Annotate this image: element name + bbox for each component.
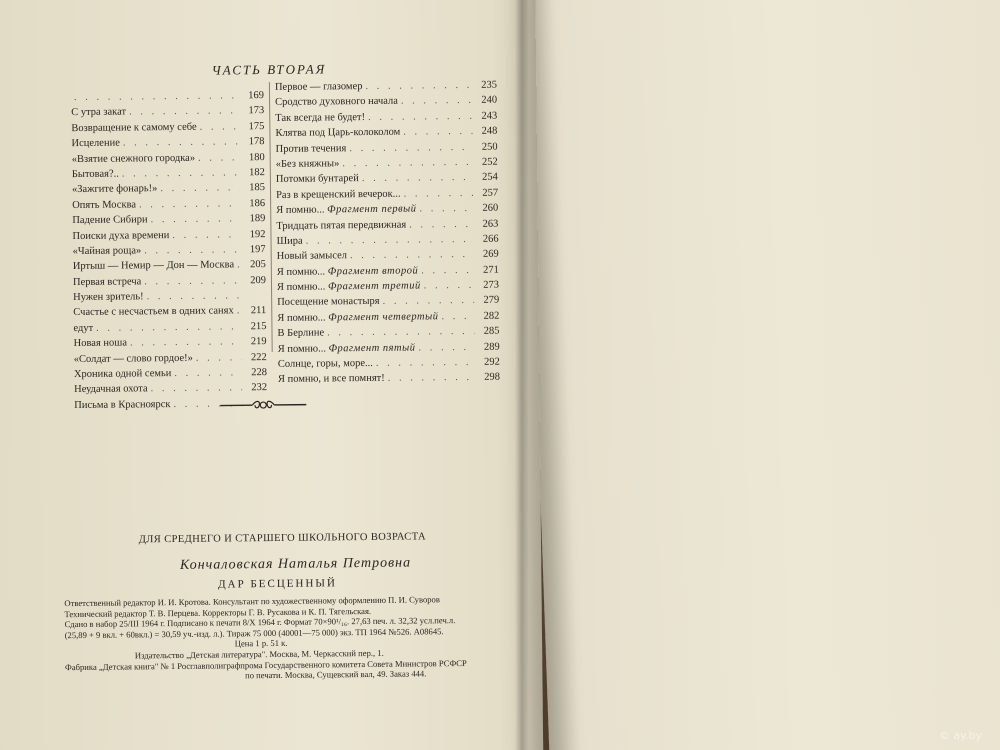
toc-entry-title: Раз в крещенский вечерок... xyxy=(276,188,401,201)
section-title: ЧАСТЬ ВТОРАЯ xyxy=(211,61,327,78)
toc-entry-title: Иртыш — Немир — Дон — Москва xyxy=(72,259,235,273)
toc-leader-dots xyxy=(418,339,474,355)
toc-entry-title: Неудачная охота xyxy=(74,383,148,396)
toc-entry-title: Возвращение к самому себе xyxy=(71,121,197,134)
toc-entry-title: Клятва под Царь-колоколом xyxy=(275,126,401,140)
toc-leader-dots xyxy=(172,227,240,243)
toc-entry-title: Потомки бунтарей xyxy=(275,173,359,186)
imprint-line: Издательство „Детская литература". Москва, М. Черкасский пер., 1. xyxy=(134,647,384,661)
toc-entry-title: Хроника одной семьи xyxy=(73,368,172,381)
toc-entry-fragment: Фрагмент четвертый xyxy=(328,311,439,324)
toc-leader-dots xyxy=(388,370,475,386)
toc-entry-title: Счастье с несчастьем в одних санях xyxy=(73,305,234,319)
toc-entry-title: С утра закат xyxy=(71,106,127,119)
toc-page-number: 260 xyxy=(482,202,499,214)
toc-page-number: 240 xyxy=(481,94,498,107)
toc-entry-title: Шира xyxy=(276,235,303,247)
toc-entry-title: Так всегда не будет! xyxy=(275,111,366,124)
toc-leader-dots xyxy=(404,186,474,202)
toc-page-number: 248 xyxy=(481,125,498,137)
toc-leader-dots xyxy=(237,258,241,273)
toc-entry-title: Солнце, горы, море... xyxy=(277,357,373,370)
toc-leader-dots xyxy=(174,365,242,381)
toc-leader-dots xyxy=(306,232,474,249)
toc-page-number: 257 xyxy=(482,187,499,199)
toc-leader-dots xyxy=(139,196,240,212)
imprint-details xyxy=(64,594,505,683)
toc-leader-dots xyxy=(74,88,239,105)
toc-entry-title: «Взятие снежного городка» xyxy=(71,152,196,165)
toc-entry-title: Я помню... Фрагмент пятый xyxy=(277,342,416,355)
toc-page-number: 243 xyxy=(481,110,498,122)
toc-page-number: 189 xyxy=(249,213,266,225)
toc-leader-dots xyxy=(362,170,473,187)
toc-entry-title: Опять Москва xyxy=(72,199,137,211)
toc-leader-dots xyxy=(198,150,240,166)
toc-entry xyxy=(278,370,500,388)
imprint-line: Цена 1 р. 51 к. xyxy=(234,638,288,649)
toc-leader-dots xyxy=(382,293,474,309)
toc-entry-title: Я помню, и все помнят! xyxy=(277,373,385,386)
toc-entry-title: Падение Сибири xyxy=(72,214,148,227)
imprint-line: по печати. Москва, Сущевский вал, 49. Заказ 444. xyxy=(245,668,427,681)
toc-leader-dots xyxy=(409,216,473,232)
toc-page-number: 175 xyxy=(248,120,265,132)
toc-leader-dots xyxy=(144,273,241,289)
audience-line: ДЛЯ СРЕДНЕГО И СТАРШЕГО ШКОЛЬНОГО ВОЗРАСТА xyxy=(138,531,427,546)
toc-page-number: 215 xyxy=(250,320,267,333)
toc-page-number: 205 xyxy=(249,259,266,271)
toc-leader-dots xyxy=(147,288,242,304)
toc-entry-title: Я помню... Фрагмент четвертый xyxy=(277,311,439,324)
toc-leader-dots xyxy=(130,335,242,352)
toc-leader-dots xyxy=(96,319,241,336)
toc-entry-title: «Солдат — слово гордое!» xyxy=(73,352,193,365)
toc-page-number: 178 xyxy=(248,136,265,148)
watermark: © ay.by xyxy=(938,729,982,742)
toc-page-number: 209 xyxy=(250,274,267,286)
toc-entry-title: Поиски духа времени xyxy=(72,229,170,242)
imprint-line: Технический редактор Т. В. Перцева. Корректоры Г. В. Русакова и К. П. Тягельская. xyxy=(64,605,372,619)
toc-entry-title: В Берлине xyxy=(277,327,325,340)
imprint-line: Фабрика „Детская книга" № 1 Росглавполиграфпрома Государственного комитета Совета Министров РСФСР xyxy=(64,657,467,672)
imprint-line: (25,89 + 9 вкл. + 60вкл.) = 30,59 уч.-изд. л.). Тираж 75 000 (40001—75 000) экз. ТП 1964 №526. А08645. xyxy=(64,625,444,640)
toc-leader-dots xyxy=(403,124,472,140)
toc-entry-title: Новая ноша xyxy=(73,337,128,350)
toc-entry-title: Я помню... Фрагмент второй xyxy=(276,265,419,278)
toc-leader-dots xyxy=(376,355,475,371)
toc-page-number: 173 xyxy=(248,105,265,117)
toc-leader-dots xyxy=(441,309,474,325)
toc-page-number: 282 xyxy=(483,310,500,322)
toc-leader-dots xyxy=(365,78,472,95)
toc-entry-title: «Без княжны» xyxy=(275,158,340,170)
toc-leader-dots xyxy=(200,119,240,135)
toc-entry-title: Нужен зритель! xyxy=(73,291,144,304)
toc-page-number: 279 xyxy=(483,295,500,307)
toc-leader-dots xyxy=(123,134,240,151)
toc-entry-title: Сродство духовного начала xyxy=(275,96,398,109)
toc-entry-title: Исцеление xyxy=(71,137,120,150)
toc-leader-dots xyxy=(150,211,240,227)
toc-leader-dots xyxy=(424,278,474,294)
toc-leader-dots xyxy=(160,181,240,197)
toc-leader-dots xyxy=(419,201,473,217)
toc-entry-title: Тридцать пятая передвижная xyxy=(276,219,407,232)
toc-page-number: 298 xyxy=(484,372,501,384)
toc-entry-title: едут xyxy=(73,322,94,334)
toc-page-number: 235 xyxy=(481,79,497,91)
toc-right-column xyxy=(275,78,500,388)
toc-leader-dots xyxy=(350,247,474,264)
toc-page-number: 252 xyxy=(481,156,498,168)
toc-page-number: 197 xyxy=(249,243,266,256)
toc-left-column xyxy=(71,88,267,413)
toc-entry-title: Письма в Красноярск xyxy=(74,398,171,411)
toc-page-number: 211 xyxy=(250,305,267,317)
toc-leader-dots xyxy=(237,304,242,319)
toc-entry-title: Я помню... Фрагмент первый xyxy=(276,203,417,217)
toc-page-number: 292 xyxy=(484,356,500,368)
toc-leader-dots xyxy=(349,139,472,156)
column-divider xyxy=(269,82,273,352)
book-title: ДАР БЕСЦЕННЫЙ xyxy=(218,577,337,591)
toc-leader-dots xyxy=(368,109,472,125)
toc-entry-title: Бытовая?.. xyxy=(71,168,119,181)
toc-page-number: 269 xyxy=(482,248,499,261)
toc-leader-dots xyxy=(151,381,243,397)
toc-page-number: 180 xyxy=(248,151,265,163)
imprint-line: Ответственный редактор И. И. Кротова. Консультант по художественному оформлению П. И. Суворов xyxy=(64,594,440,609)
toc-page-number: 263 xyxy=(482,218,499,230)
toc-entry-title: Против течения xyxy=(275,142,347,155)
toc-entry-title: Первая встреча xyxy=(72,276,142,288)
toc-page-number: 186 xyxy=(249,197,266,209)
toc-entry-title: Посещение монастыря xyxy=(277,296,380,309)
toc-page-number: 185 xyxy=(249,182,266,194)
toc-page-number: 182 xyxy=(249,166,265,179)
toc-page-number: 250 xyxy=(481,141,498,153)
toc-leader-dots xyxy=(122,165,240,182)
toc-leader-dots xyxy=(421,263,474,279)
author-name: Кончаловская Наталья Петровна xyxy=(179,555,412,573)
toc-leader-dots xyxy=(144,242,241,258)
toc-page-number: 266 xyxy=(482,233,499,245)
toc-page-number: 192 xyxy=(249,228,266,240)
toc-leader-dots xyxy=(327,324,475,341)
toc-entry-fragment: Фрагмент второй xyxy=(327,265,419,278)
toc-page-number: 273 xyxy=(483,279,500,291)
toc-entry-title: «Чайная роща» xyxy=(72,245,142,257)
toc-entry-fragment: Фрагмент пятый xyxy=(328,342,416,355)
ornament-divider-icon xyxy=(218,398,308,413)
toc-page-number: 285 xyxy=(483,325,500,338)
toc-leader-dots xyxy=(196,350,242,366)
toc-entry-title: Новый замысел xyxy=(276,250,348,263)
toc-page-number: 271 xyxy=(483,264,499,276)
imprint-line: Сдано в набор 25/III 1964 г. Подписано к печати 8/X 1964 г. Формат 70×90¹/₁₆. 27,63 печ. л. 32,32 усл.печ.л. xyxy=(64,615,456,630)
toc-entry-fragment: Фрагмент первый xyxy=(327,203,417,216)
toc-page-number: 228 xyxy=(251,367,267,379)
toc-entry-title: Первое — глазомер xyxy=(274,81,363,93)
toc-page-number: 289 xyxy=(483,341,500,353)
toc-entry-title: «Зажгите фонарь!» xyxy=(71,183,158,196)
toc-entry-title: Я помню... Фрагмент третий xyxy=(276,280,421,293)
toc-page-number: 232 xyxy=(251,382,268,394)
toc-leader-dots xyxy=(129,104,239,121)
toc-page-number: 222 xyxy=(250,351,267,363)
toc-leader-dots xyxy=(401,93,472,109)
toc-page-number: 169 xyxy=(248,90,265,102)
toc-page-number: 254 xyxy=(482,171,498,184)
toc-entry-fragment: Фрагмент третий xyxy=(327,280,421,293)
toc-page-number: 219 xyxy=(250,336,267,348)
toc-leader-dots xyxy=(342,155,473,172)
